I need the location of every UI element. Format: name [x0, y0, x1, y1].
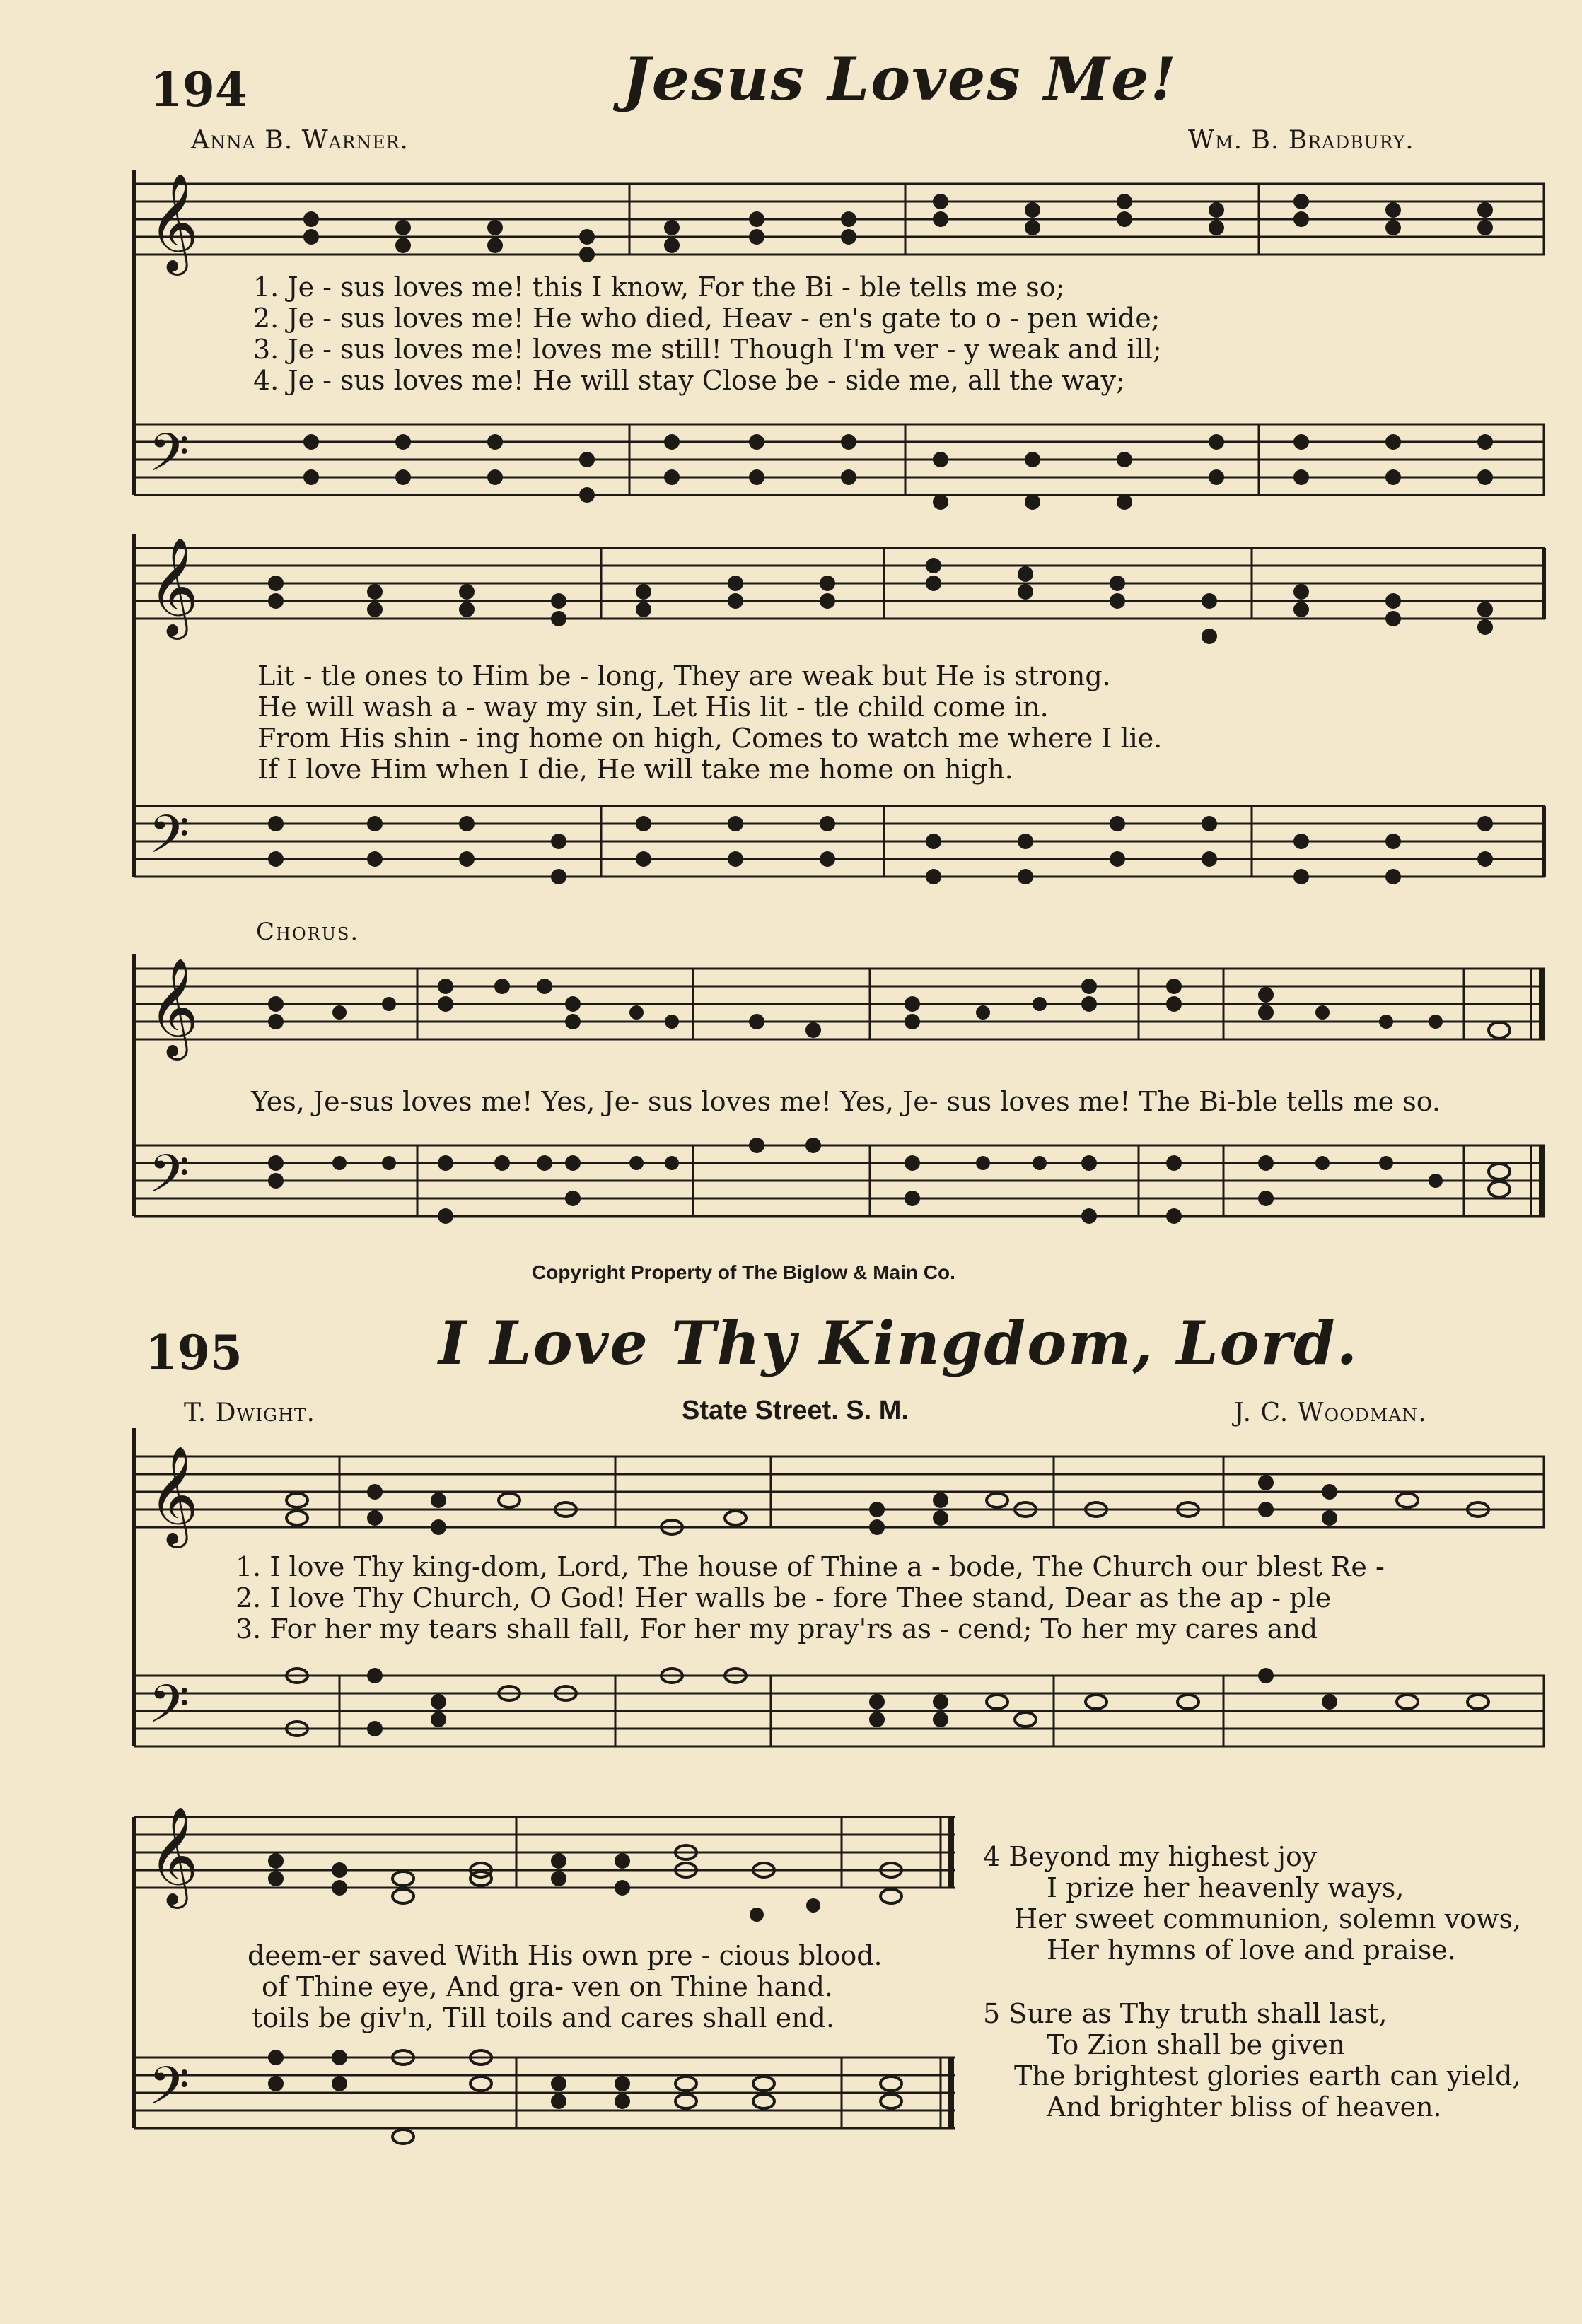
verse-1-line-1: 1. Je - sus loves me! this I know, For the Bi - ble tells me so; [253, 271, 1065, 303]
treble-staff [134, 954, 1545, 1068]
verse-4-line-1: 4. Je - sus loves me! He will stay Close be - side me, all the way; [253, 365, 1125, 396]
tune-name: State Street. S. M. [682, 1396, 909, 1425]
hymn-number: 194 [150, 62, 248, 117]
bass-staff [134, 1131, 1545, 1251]
stanza-5-line-2: To Zion shall be given [1047, 2029, 1346, 2060]
svg-text:𝄢: 𝄢 [149, 422, 190, 496]
treble-staff [134, 534, 1545, 647]
verse-3-line-1: 3. Je - sus loves me! loves me still! Though I'm ver - y weak and ill; [253, 334, 1162, 365]
hymn-title: I Love Thy Kingdom, Lord. [438, 1308, 1359, 1378]
svg-text:𝄢: 𝄢 [149, 1674, 190, 1748]
verse-3-line-2: toils be giv'n, Till toils and cares shall end. [252, 2002, 834, 2033]
music-credit: J. C. Woodman. [1234, 1399, 1427, 1427]
stanza-5-line-3: The brightest glories earth can yield, [1014, 2060, 1521, 2091]
stanza-5 [983, 1998, 1520, 2122]
svg-text:𝄢: 𝄢 [149, 1143, 190, 1218]
verse-1-line-2: Lit - tle ones to Him be - long, They are weak but He is strong. [257, 660, 1111, 691]
bass-staff [134, 1662, 1545, 1775]
treble-staff [134, 1803, 955, 1916]
svg-text:𝄞: 𝄞 [149, 1806, 199, 1905]
verse-2-line-2: of Thine eye, And gra- ven on Thine hand. [262, 1971, 833, 2002]
words-credit: Anna B. Warner. [191, 126, 409, 155]
svg-text:𝄢: 𝄢 [149, 2055, 190, 2130]
hymn-number: 195 [145, 1325, 243, 1380]
stanza-4-line-3: Her sweet communion, solemn vows, [1014, 1903, 1522, 1934]
verse-4-line-2: If I love Him when I die, He will take me home on high. [257, 754, 1013, 785]
verse-3-line-2: From His shin - ing home on high, Comes to watch me where I lie. [257, 723, 1163, 754]
treble-staff [134, 1442, 1545, 1555]
stanza-4 [983, 1841, 1521, 1966]
chorus-label: Chorus. [256, 918, 360, 946]
stanza-5-line-4: And brighter bliss of heaven. [1047, 2091, 1442, 2122]
bass-staff [134, 792, 1545, 905]
music-credit: Wm. B. Bradbury. [1188, 126, 1414, 155]
verse-2-line-1: 2. I love Thy Church, O God! Her walls be - fore Thee stand, Dear as the ap - ple [235, 1582, 1332, 1613]
verse-2-line-2: He will wash a - way my sin, Let His lit - tle child come in. [257, 691, 1049, 723]
copyright-notice: Copyright Property of The Biglow & Main Co. [532, 1261, 955, 1283]
chorus-lyric: Yes, Je-sus loves me! Yes, Je- sus loves me! Yes, Je- sus loves me! The Bi-ble tells me so. [251, 1086, 1441, 1117]
verse-1-line-1: 1. I love Thy king-dom, Lord, The house of Thine a - bode, The Church our blest Re - [235, 1551, 1385, 1582]
bass-staff [134, 2043, 955, 2156]
svg-text:𝄞: 𝄞 [149, 958, 199, 1056]
stanza-4-line-4: Her hymns of love and praise. [1047, 1934, 1456, 1966]
hymn-title: Jesus Loves Me! [622, 44, 1178, 114]
svg-text:𝄞: 𝄞 [149, 173, 199, 271]
svg-text:𝄢: 𝄢 [149, 804, 190, 878]
verse-2-line-1: 2. Je - sus loves me! He who died, Heav - en's gate to o - pen wide; [253, 303, 1161, 334]
verse-3-line-1: 3. For her my tears shall fall, For her my pray'rs as - cend; To her my cares and [235, 1613, 1318, 1645]
treble-staff [134, 170, 1545, 283]
stanza-5-line-1: 5 Sure as Thy truth shall last, [983, 1998, 1388, 2029]
svg-text:𝄞: 𝄞 [149, 1446, 199, 1544]
svg-text:𝄞: 𝄞 [149, 537, 199, 636]
words-credit: T. Dwight. [184, 1399, 315, 1427]
stanza-4-line-1: 4 Beyond my highest joy [983, 1841, 1318, 1872]
verse-1-line-2: deem-er saved With His own pre - cious blood. [248, 1940, 883, 1971]
bass-staff [134, 410, 1545, 523]
stanza-4-line-2: I prize her heavenly ways, [1047, 1872, 1404, 1903]
